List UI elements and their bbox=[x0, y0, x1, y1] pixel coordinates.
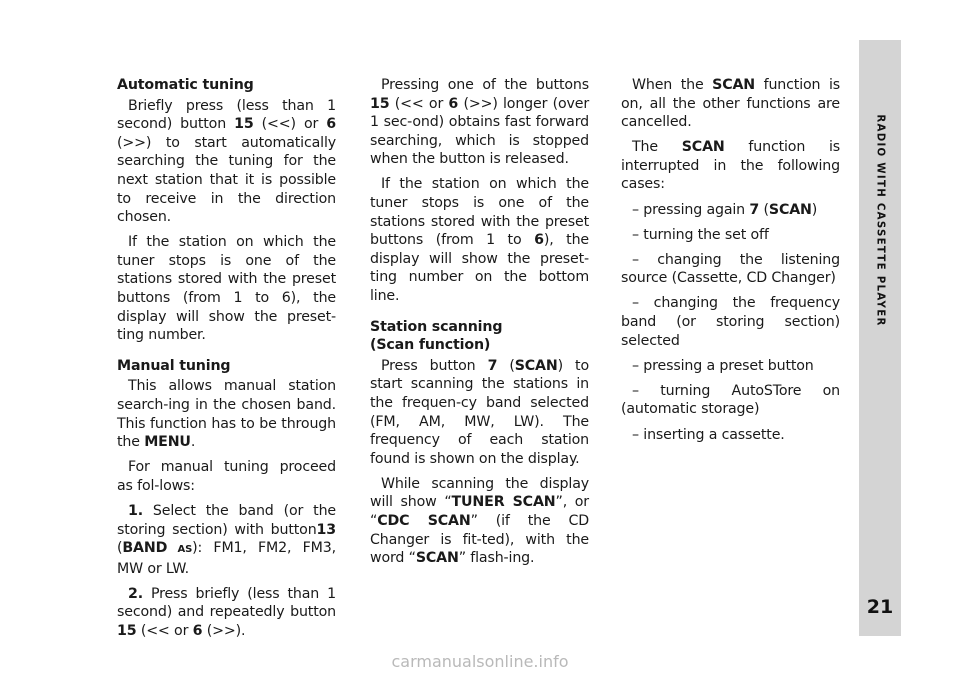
watermark: carmanualsonline.info bbox=[391, 652, 569, 671]
paragraph-scan-display: While scanning the display will show “TUNER SCAN”, or “CDC SCAN” (if the CD Changer is fit-ted), with the word “SCAN” flash-ing. bbox=[370, 475, 589, 567]
paragraph-scan-on: When the SCAN function is on, all the other functions are cancelled. bbox=[621, 77, 840, 131]
list-item: – pressing again 7 (SCAN) bbox=[632, 201, 818, 218]
column-left bbox=[117, 76, 336, 647]
list-item: – pressing a preset button bbox=[632, 357, 814, 374]
list-item: – turning the set off bbox=[632, 226, 769, 243]
list-item: – inserting a cassette. bbox=[632, 426, 785, 443]
paragraph-scan-start: Press button 7 (SCAN) to start scanning the stations in the frequen-cy band selected (FM, AM, MW, LW). The frequency of each station found is shown on the display. bbox=[370, 357, 589, 467]
paragraph-fast-search: Pressing one of the buttons 15 (<< or 6 (>>) longer (over 1 sec-ond) obtains fast forward searching, which is stopped when the button is released. bbox=[370, 77, 589, 168]
paragraph-preset-display: If the station on which the tuner stops is one of the stations stored with the preset buttons (from 1 to 6), the display will show the preset-ting number on the bottom line. bbox=[370, 176, 589, 305]
paragraph-scan-interrupted: The SCAN function is interrupted in the following cases: bbox=[621, 139, 840, 193]
page-number: 21 bbox=[866, 596, 894, 618]
list-item: – turning AutoSTore on (automatic storage) bbox=[621, 382, 840, 418]
paragraph-manual-2: For manual tuning proceed as fol-lows: bbox=[117, 459, 336, 494]
heading-station-scanning: Station scanning (Scan function) bbox=[370, 318, 503, 354]
column-middle bbox=[370, 76, 589, 574]
step-2: 2. Press briefly (less than 1 second) and repeatedly button 15 (<< or 6 (>>). bbox=[117, 585, 336, 640]
paragraph-auto-1: Briefly press (less than 1 second) button 15 (<<) or 6 (>>) to start automatically searching the tuning for the next station that it is possible to receive in the direction chosen. bbox=[117, 97, 336, 226]
list-item: – changing the frequency band (or storing section) selected bbox=[621, 295, 840, 349]
list-item: – changing the listening source (Cassette, CD Changer) bbox=[621, 251, 840, 287]
paragraph-auto-2: If the station on which the tuner stops is one of the stations stored with the preset buttons (from 1 to 6), the display will show the preset-ting number. bbox=[117, 234, 336, 344]
paragraph-manual-1: This allows manual station search-ing in the chosen band. This function has to be through the MENU. bbox=[117, 378, 336, 451]
heading-manual-tuning: Manual tuning bbox=[117, 357, 231, 374]
section-title: RADIO WITH CASSETTE PLAYER bbox=[874, 114, 886, 327]
step-1: 1. Select the band (or the storing section) with button13 (BAND AS): FM1, FM2, FM3, MW or LW. bbox=[117, 502, 336, 577]
section-sidebar bbox=[859, 40, 901, 636]
column-right bbox=[621, 76, 840, 451]
heading-automatic-tuning: Automatic tuning bbox=[117, 77, 254, 93]
